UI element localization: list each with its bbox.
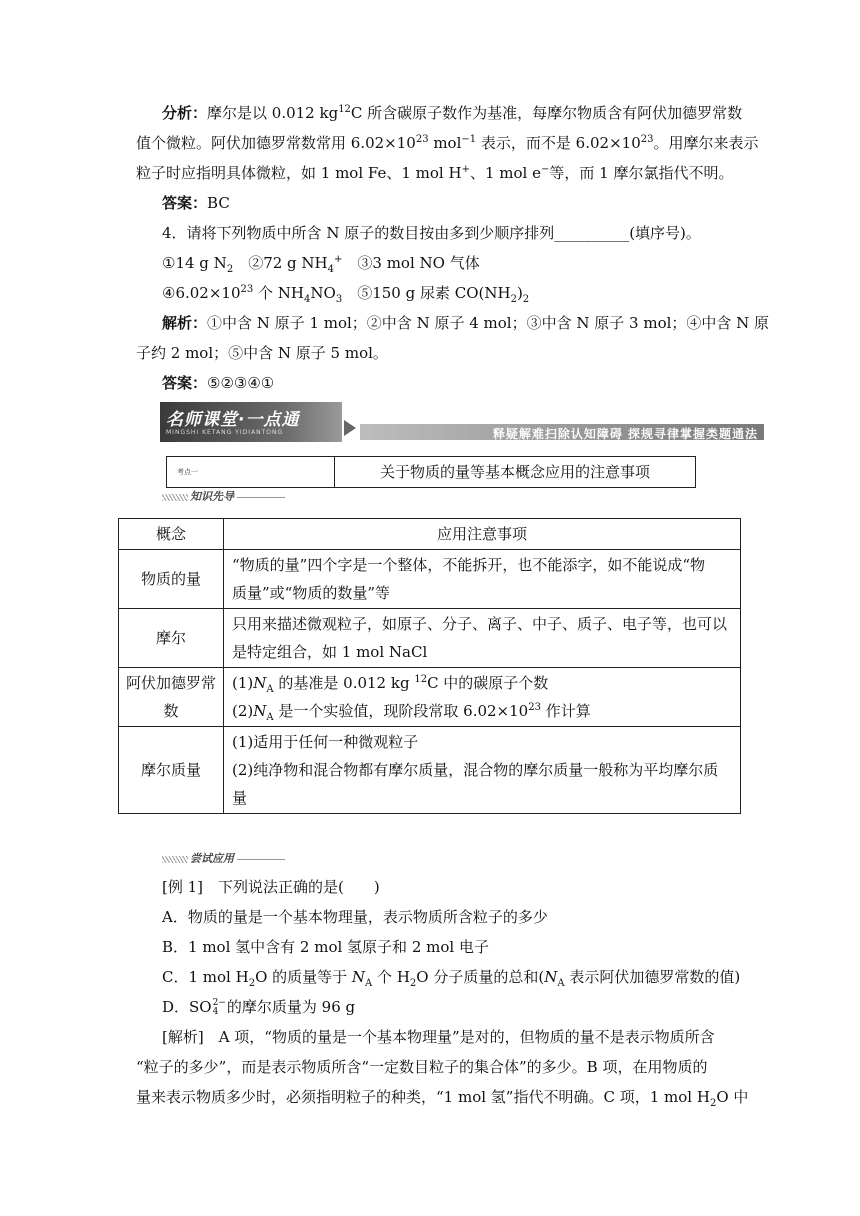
superscript: 23 — [415, 134, 429, 145]
answer-label: 答案： — [162, 194, 208, 212]
header-concept: 概念 — [119, 519, 224, 550]
answer-4 — [162, 372, 762, 394]
superscript: + — [461, 164, 470, 175]
text: (1)适用于任何一种微观粒子 — [232, 733, 419, 751]
text: “物质的量”四个字是一个整体，不能拆开，也不能添字，如不能说成“物 — [232, 556, 706, 574]
text: C 中的碳原子个数 — [427, 674, 549, 692]
rule-decoration — [237, 497, 285, 498]
text: O 中 — [716, 1088, 749, 1106]
section-banner — [160, 402, 764, 442]
solution-4-line-1 — [162, 312, 770, 334]
text: 的基准是 0.012 kg — [273, 674, 415, 692]
text: O 分子质量的总和( — [416, 968, 545, 986]
concept-cell: 摩尔 — [119, 609, 224, 668]
text: 是一个实验值，现阶段常取 6.02×10 — [273, 702, 529, 720]
question-4-options-1 — [162, 252, 762, 274]
superscript: 2− — [212, 998, 226, 1008]
rule-decoration — [237, 859, 285, 860]
text: 值个微粒。阿伏加德罗常数常用 6.02×10 — [136, 134, 416, 152]
text: ①中含 N 原子 1 mol；②中含 N 原子 4 mol；③中含 N 原子 3 mol；④中含 N 原 — [207, 314, 770, 332]
subscript: 2 — [709, 1098, 717, 1109]
text: 表示，而不是 6.02×10 — [476, 134, 641, 152]
text: 量来表示物质多少时，必须指明粒子的种类，“1 mol 氢”指代不明确。C 项，1 mol H — [136, 1088, 710, 1106]
notes-cell — [224, 727, 741, 814]
text: N — [253, 702, 267, 720]
text: ④6.02×10 — [162, 284, 241, 302]
analysis-label: 分析： — [162, 104, 208, 122]
subscript: 2 — [522, 294, 530, 305]
text: 粒子时应指明具体微粒，如 1 mol Fe、1 mol H — [136, 164, 462, 182]
table-row — [119, 609, 741, 668]
answer-label: 答案： — [162, 374, 208, 392]
analysis-line-3 — [136, 162, 736, 184]
table-row — [119, 550, 741, 609]
text: N — [253, 674, 267, 692]
table-row — [119, 668, 741, 727]
text: 摩尔是以 0.012 kg — [207, 104, 339, 122]
subscript: 2 — [248, 978, 256, 989]
text: ⑤150 g 尿素 CO(NH — [342, 284, 511, 302]
text: 个 H — [372, 968, 410, 986]
option-a: A．物质的量是一个基本物理量，表示物质所含粒子的多少 — [162, 908, 548, 926]
example-1-stem: [例 1] 下列说法正确的是( ) — [162, 878, 380, 896]
text: D．SO — [162, 998, 212, 1016]
solution-label: 解析： — [162, 314, 208, 332]
text: ②72 g NH — [233, 254, 328, 272]
subscript: A — [266, 712, 274, 723]
text — [213, 999, 226, 1017]
text: (2) — [232, 702, 254, 720]
text: 。用摩尔来表示 — [653, 134, 759, 152]
kaodian-title: 关于物质的量等基本概念应用的注意事项 — [379, 463, 650, 481]
notes-cell — [224, 550, 741, 609]
concept-table — [118, 518, 741, 814]
banner-logo — [160, 402, 342, 442]
banner-slogan: 释疑解难扫除认知障碍 探规寻律掌握类题通法 — [492, 427, 758, 441]
text: 量 — [232, 789, 248, 807]
option-b: B．1 mol 氢中含有 2 mol 氢原子和 2 mol 电子 — [162, 938, 489, 956]
banner-bar — [360, 424, 764, 440]
banner-logo-text: 名师课堂·一点通 — [166, 410, 300, 430]
text: 尝试应用 — [190, 852, 234, 865]
superscript: − — [540, 164, 550, 175]
text: ③3 mol NO 气体 — [342, 254, 480, 272]
answer-1 — [162, 192, 762, 214]
answer-value: BC — [207, 194, 230, 212]
subscript: 4 — [327, 264, 334, 275]
text: N — [351, 968, 366, 986]
text: 表示阿伏加德罗常数的值) — [564, 968, 741, 986]
concept-cell — [119, 668, 224, 727]
text — [232, 697, 732, 725]
play-arrow-icon — [344, 420, 356, 436]
question-4-options-2 — [162, 282, 762, 304]
text: 是特定组合，如 1 mol NaCl — [232, 643, 428, 661]
banner-logo-subtext: MINGSHI KETANG YIDIANTONG — [166, 429, 284, 436]
text: ) — [516, 284, 523, 302]
table-header-row — [119, 519, 741, 550]
superscript: −1 — [461, 134, 477, 145]
superscript: 23 — [640, 134, 654, 145]
text: 等，而 1 摩尔氯指代不明。 — [549, 164, 734, 182]
notes-cell — [224, 668, 741, 727]
superscript: 23 — [240, 284, 254, 295]
text: 、1 mol e — [469, 164, 541, 182]
notes-cell — [224, 609, 741, 668]
text: C 所含碳原子数作为基准，每摩尔物质含有阿伏加德罗常数 — [350, 104, 743, 122]
option-d — [162, 996, 762, 1018]
text: C．1 mol H — [162, 968, 249, 986]
subscript: 4 — [304, 294, 311, 305]
superscript: 23 — [528, 702, 541, 713]
hatch-decoration — [162, 856, 188, 863]
subscript: 3 — [335, 294, 343, 305]
superscript: + — [334, 254, 343, 265]
section-heading-practice — [162, 850, 285, 866]
analysis-2-line-2: “粒子的多少”，而是表示物质所含“一定数目粒子的集合体”的多少。B 项，在用物质的 — [136, 1058, 708, 1076]
text: 质量”或“物质的数量”等 — [232, 584, 391, 602]
kaodian-box — [166, 456, 696, 488]
subscript: A — [266, 684, 274, 695]
subscript: A — [557, 978, 565, 989]
subscript: 4 — [212, 1007, 219, 1017]
table-row — [119, 727, 741, 814]
text: (2)纯净物和混合物都有摩尔质量，混合物的摩尔质量一般称为平均摩尔质 — [232, 761, 719, 779]
text — [232, 669, 732, 697]
kaodian-label: 考点一 — [167, 457, 335, 487]
text: 作计算 — [540, 702, 591, 720]
text: mol — [428, 134, 462, 152]
text: O 的质量等于 — [255, 968, 352, 986]
concept-cell: 摩尔质量 — [119, 727, 224, 814]
analysis-2-line-3 — [136, 1086, 749, 1109]
text: ①14 g N — [162, 254, 227, 272]
solution-4-line-2: 子约 2 mol；⑤中含 N 原子 5 mol。 — [136, 344, 388, 362]
superscript: 12 — [338, 104, 351, 115]
concept-cell: 物质的量 — [119, 550, 224, 609]
answer-value: ⑤②③④① — [207, 374, 275, 392]
question-4-stem: 4．请将下列物质中所含 N 原子的数目按由多到少顺序排列__________(填序号)。 — [162, 224, 701, 242]
subscript: 2 — [409, 978, 417, 989]
text: 阿伏加德罗常 — [125, 674, 216, 692]
header-notes: 应用注意事项 — [224, 519, 741, 550]
subscript: A — [365, 978, 373, 989]
text: 个 NH — [253, 284, 304, 302]
text: N — [544, 968, 558, 986]
text: 的摩尔质量为 96 g — [226, 998, 356, 1016]
subscript: 2 — [226, 264, 234, 275]
text: (1) — [232, 674, 254, 692]
analysis-line-2 — [136, 132, 759, 154]
text: 数 — [163, 702, 179, 720]
text: 知识先导 — [190, 490, 234, 503]
text: 只用来描述微观粒子，如原子、分子、离子、中子、质子、电子等，也可以 — [232, 615, 728, 633]
analysis-line-1 — [162, 102, 762, 124]
analysis-2-line-1: [解析] A 项，“物质的量是一个基本物理量”是对的，但物质的量不是表示物质所含 — [162, 1028, 715, 1046]
section-heading-knowledge — [162, 488, 285, 504]
hatch-decoration — [162, 494, 188, 501]
option-c — [162, 966, 762, 988]
text: NO — [310, 284, 336, 302]
superscript: 12 — [414, 674, 428, 685]
subscript: 2 — [510, 294, 517, 305]
